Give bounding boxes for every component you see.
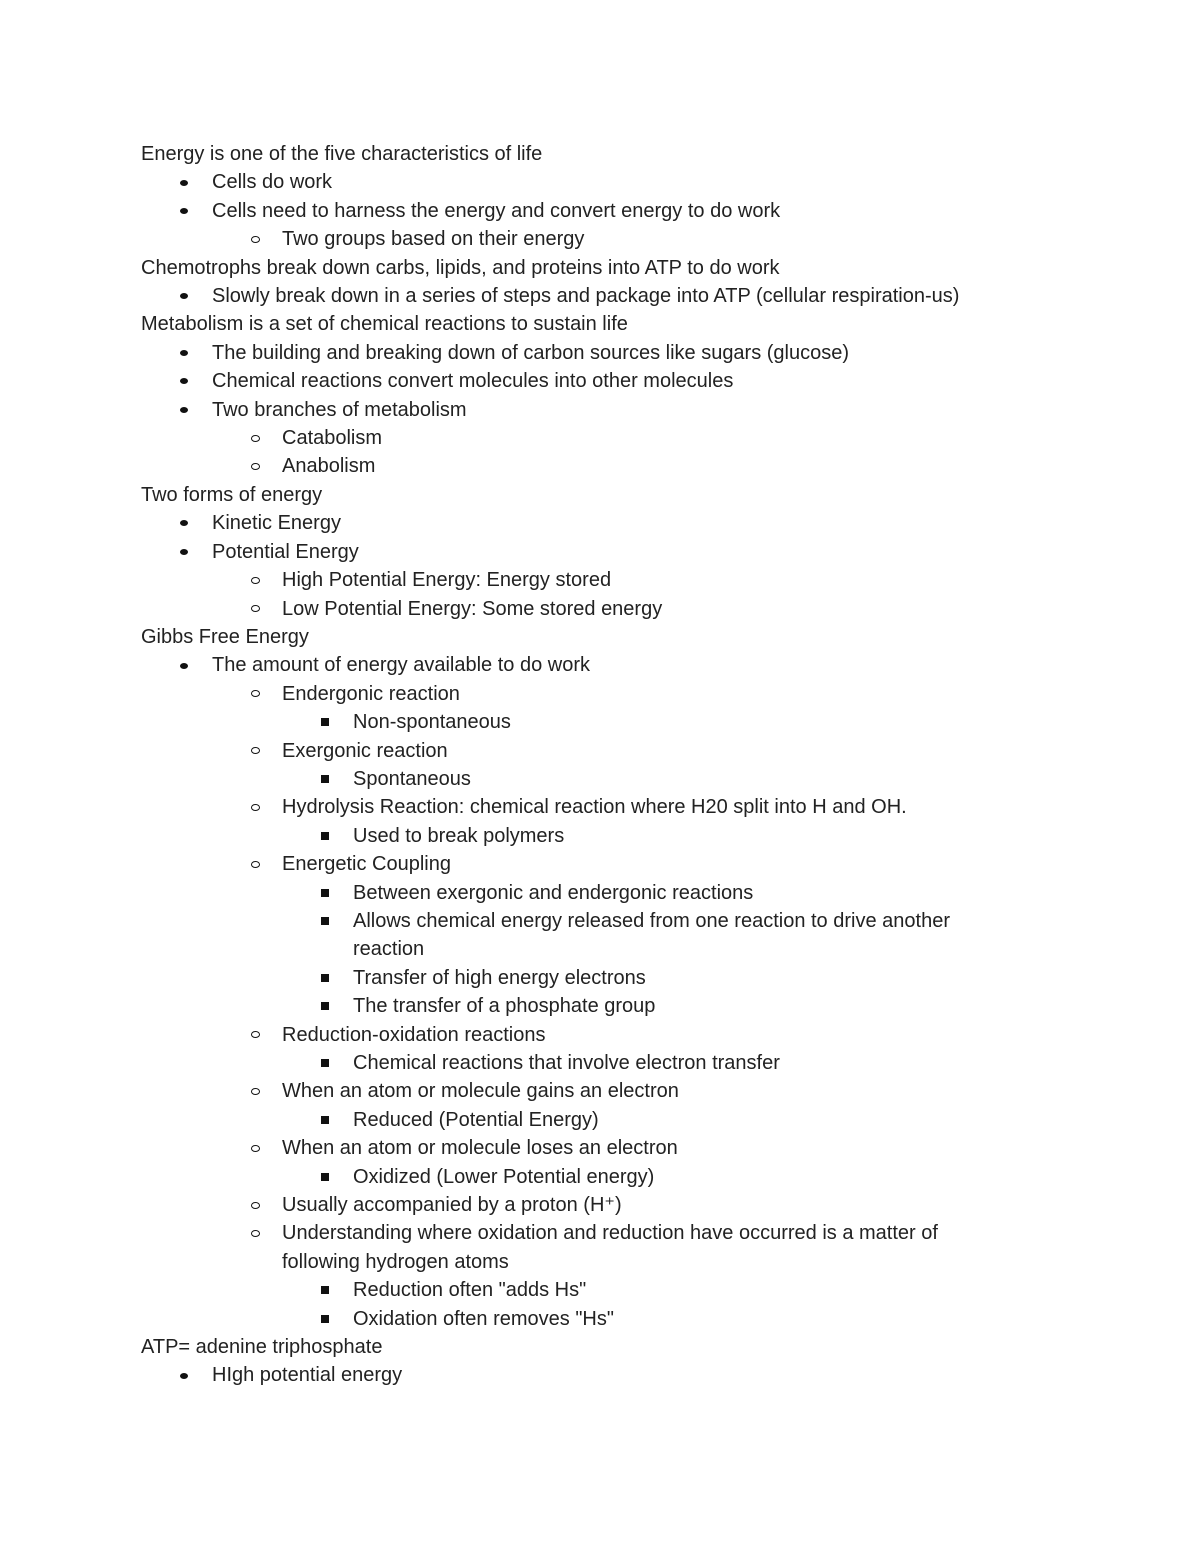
list-item [141, 197, 1021, 225]
hollow-circle-bullet-icon [248, 1191, 262, 1219]
list-item [141, 1163, 1021, 1191]
line-text: ATP= adenine triphosphate [141, 1336, 383, 1359]
hollow-circle-bullet-icon [248, 1219, 262, 1247]
list-item [141, 225, 1021, 253]
hollow-circle-bullet-icon [248, 1021, 262, 1049]
list-item [141, 595, 1021, 623]
list-item [141, 1134, 1021, 1162]
square-bullet-icon [318, 1276, 332, 1304]
line-text: Between exergonic and endergonic reactions [353, 881, 754, 904]
line-text: Anabolism [282, 455, 376, 478]
hollow-circle-bullet-icon [248, 566, 262, 594]
line-text: Used to break polymers [353, 824, 565, 847]
line-text: Potential Energy [212, 540, 359, 563]
line-text: Understanding where oxidation and reduction have occurred is a matter of following hydrogen atoms [282, 1222, 938, 1273]
hollow-circle-bullet-icon [248, 424, 262, 452]
line-text: Two branches of metabolism [212, 398, 467, 421]
hollow-circle-bullet-icon [248, 225, 262, 253]
line-text: Metabolism is a set of chemical reactions to sustain life [141, 313, 628, 336]
list-item [141, 367, 1021, 395]
filled-circle-bullet-icon [177, 1361, 191, 1389]
square-bullet-icon [318, 1305, 332, 1333]
list-item [141, 1191, 1021, 1219]
heading-line [141, 623, 1021, 651]
filled-circle-bullet-icon [177, 651, 191, 679]
line-text: HIgh potential energy [212, 1364, 403, 1387]
list-item [141, 879, 1021, 907]
line-text: Chemical reactions convert molecules into other molecules [212, 370, 734, 393]
hollow-circle-bullet-icon [248, 452, 262, 480]
square-bullet-icon [318, 765, 332, 793]
list-item [141, 566, 1021, 594]
line-text: Energy is one of the five characteristics of life [141, 143, 543, 165]
document-body [141, 140, 1021, 1390]
filled-circle-bullet-icon [177, 168, 191, 196]
list-item [141, 509, 1021, 537]
list-item [141, 793, 1021, 821]
line-text: Reduced (Potential Energy) [353, 1108, 599, 1131]
filled-circle-bullet-icon [177, 538, 191, 566]
list-item [141, 1021, 1021, 1049]
hollow-circle-bullet-icon [248, 1134, 262, 1162]
line-text: Reduction often "adds Hs" [353, 1279, 587, 1302]
hollow-circle-bullet-icon [248, 793, 262, 821]
list-item [141, 651, 1021, 679]
line-text: Non-spontaneous [353, 711, 511, 734]
list-item [141, 396, 1021, 424]
list-item [141, 964, 1021, 992]
line-text: Chemical reactions that involve electron transfer [353, 1052, 780, 1074]
heading-line [141, 1333, 1021, 1361]
line-text: High Potential Energy: Energy stored [282, 569, 612, 592]
square-bullet-icon [318, 1106, 332, 1134]
filled-circle-bullet-icon [177, 339, 191, 367]
square-bullet-icon [318, 992, 332, 1020]
filled-circle-bullet-icon [177, 509, 191, 537]
hollow-circle-bullet-icon [248, 680, 262, 708]
line-text: When an atom or molecule gains an electron [282, 1080, 679, 1103]
line-text: Cells do work [212, 171, 333, 194]
line-text: Cells need to harness the energy and convert energy to do work [212, 199, 781, 222]
line-text: The amount of energy available to do work [212, 654, 590, 677]
line-text: Chemotrophs break down carbs, lipids, and proteins into ATP to do work [141, 256, 780, 279]
line-text: Endergonic reaction [282, 682, 460, 705]
line-text: Low Potential Energy: Some stored energy [282, 597, 663, 620]
square-bullet-icon [318, 1049, 332, 1077]
line-text: Usually accompanied by a proton (H⁺) [282, 1194, 622, 1217]
line-text: Oxidized (Lower Potential energy) [353, 1165, 655, 1188]
list-item [141, 1361, 1021, 1389]
hollow-circle-bullet-icon [248, 595, 262, 623]
line-text: Energetic Coupling [282, 853, 451, 876]
line-text: The transfer of a phosphate group [353, 995, 656, 1018]
list-item [141, 907, 1021, 964]
list-item [141, 1049, 1021, 1077]
heading-line [141, 310, 1021, 338]
filled-circle-bullet-icon [177, 197, 191, 225]
line-text: Gibbs Free Energy [141, 625, 309, 648]
square-bullet-icon [318, 964, 332, 992]
hollow-circle-bullet-icon [248, 850, 262, 878]
line-text: Allows chemical energy released from one reaction to drive another reaction [353, 909, 950, 961]
list-item [141, 538, 1021, 566]
square-bullet-icon [318, 708, 332, 736]
list-item [141, 850, 1021, 878]
line-text: Hydrolysis Reaction: chemical reaction where H20 split into H and OH. [282, 796, 907, 819]
list-item [141, 1305, 1021, 1333]
line-text: Two forms of energy [141, 483, 323, 506]
list-item [141, 452, 1021, 480]
list-item [141, 1106, 1021, 1134]
line-text: The building and breaking down of carbon sources like sugars (glucose) [212, 341, 850, 364]
list-item [141, 737, 1021, 765]
hollow-circle-bullet-icon [248, 1077, 262, 1105]
list-item [141, 424, 1021, 452]
list-item [141, 822, 1021, 850]
line-text: Spontaneous [353, 767, 471, 790]
hollow-circle-bullet-icon [248, 737, 262, 765]
list-item [141, 708, 1021, 736]
line-text: Slowly break down in a series of steps and package into ATP (cellular respiration-us) [212, 285, 960, 308]
heading-line [141, 140, 1021, 168]
list-item [141, 168, 1021, 196]
line-text: Reduction-oxidation reactions [282, 1023, 546, 1046]
line-text: Transfer of high energy electrons [353, 966, 646, 989]
list-item [141, 339, 1021, 367]
square-bullet-icon [318, 879, 332, 907]
list-item [141, 680, 1021, 708]
list-item [141, 992, 1021, 1020]
heading-line [141, 254, 1021, 282]
line-text: Two groups based on their energy [282, 228, 585, 251]
list-item [141, 1276, 1021, 1304]
line-text: Exergonic reaction [282, 739, 448, 762]
line-text: Catabolism [282, 427, 383, 450]
list-item [141, 1077, 1021, 1105]
line-text: Oxidation often removes "Hs" [353, 1307, 614, 1330]
square-bullet-icon [318, 822, 332, 850]
line-text: Kinetic Energy [212, 512, 341, 535]
square-bullet-icon [318, 907, 332, 935]
heading-line [141, 481, 1021, 509]
filled-circle-bullet-icon [177, 396, 191, 424]
filled-circle-bullet-icon [177, 367, 191, 395]
list-item [141, 765, 1021, 793]
square-bullet-icon [318, 1163, 332, 1191]
line-text: When an atom or molecule loses an electron [282, 1137, 678, 1160]
list-item [141, 1219, 1021, 1276]
filled-circle-bullet-icon [177, 282, 191, 310]
list-item [141, 282, 1021, 310]
